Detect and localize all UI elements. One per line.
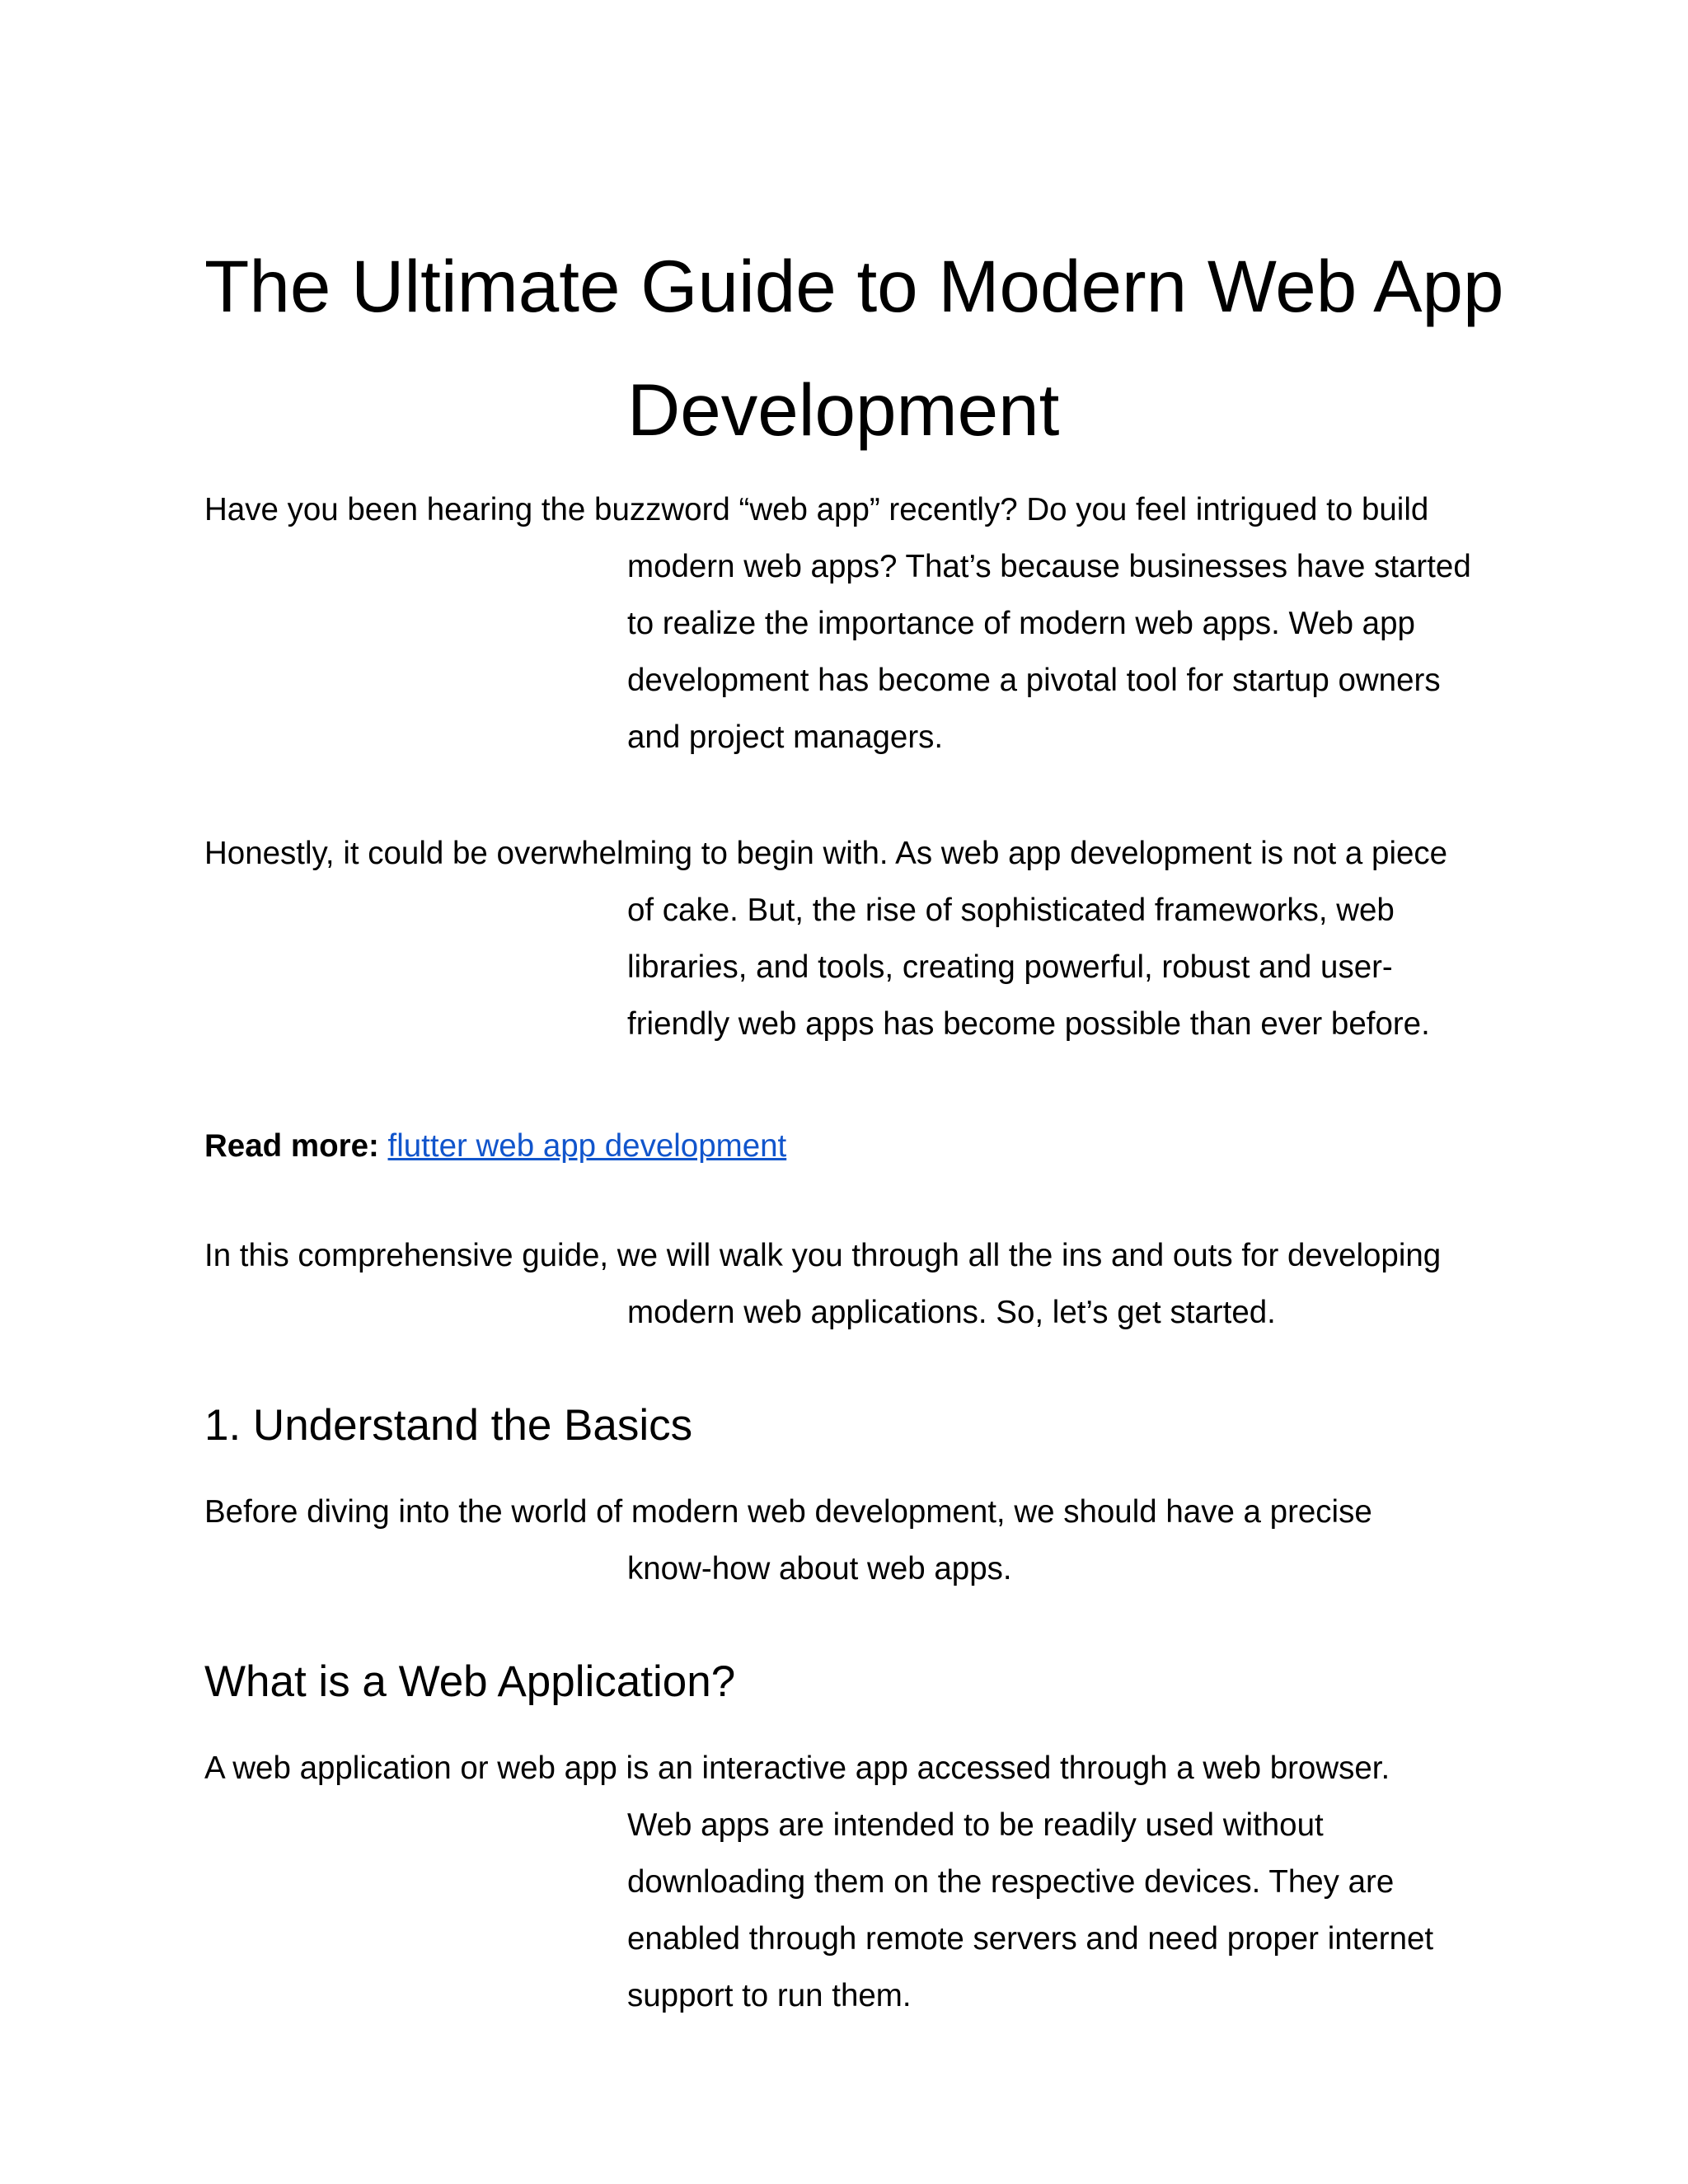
document-title (204, 224, 1504, 471)
intro-paragraph-1 (204, 481, 1490, 766)
intro-paragraph-1-first-line: Have you been hearing the buzzword “web app” recently? Do you feel intrigued to build (204, 492, 1429, 527)
title-line-1: The Ultimate Guide to Modern Web App (204, 245, 1504, 327)
section-heading-basics: 1. Understand the Basics (204, 1401, 693, 1450)
guide-paragraph-continuation: modern web applications. So, let’s get started. (627, 1295, 1276, 1330)
web-application-paragraph-continuation: Web apps are intended to be readily used without downloading them on the respective devices. They are enabled through remote servers and need proper internet support to run them. (627, 1807, 1434, 2013)
intro-paragraph-2-continuation: of cake. But, the rise of sophisticated frameworks, web libraries, and tools, creating powerful, robust and user-friendly web apps has become possible than ever before. (627, 893, 1430, 1042)
basics-paragraph (204, 1483, 1490, 1597)
read-more-label: Read more: (204, 1128, 379, 1164)
intro-paragraph-2 (204, 825, 1490, 1052)
web-application-paragraph-first-line: A web application or web app is an interactive app accessed through a web browser. (204, 1750, 1390, 1786)
guide-paragraph-first-line: In this comprehensive guide, we will walk you through all the ins and outs for developing (204, 1238, 1442, 1273)
intro-paragraph-2-first-line: Honestly, it could be overwhelming to begin with. As web app development is not a piece (204, 836, 1448, 871)
guide-paragraph (204, 1227, 1490, 1341)
read-more-link[interactable]: flutter web app development (387, 1128, 787, 1164)
web-application-paragraph (204, 1740, 1490, 2024)
title-line-2: Development (627, 368, 1060, 451)
section-heading-web-application: What is a Web Application? (204, 1657, 736, 1706)
intro-paragraph-1-continuation: modern web apps? That’s because businesses have started to realize the importance of modern web apps. Web app development has become a pivotal tool for startup owners and project managers. (627, 549, 1471, 755)
basics-paragraph-continuation: know-how about web apps. (627, 1551, 1012, 1586)
read-more-line (204, 1118, 786, 1174)
basics-paragraph-first-line: Before diving into the world of modern web development, we should have a precise (204, 1494, 1372, 1530)
